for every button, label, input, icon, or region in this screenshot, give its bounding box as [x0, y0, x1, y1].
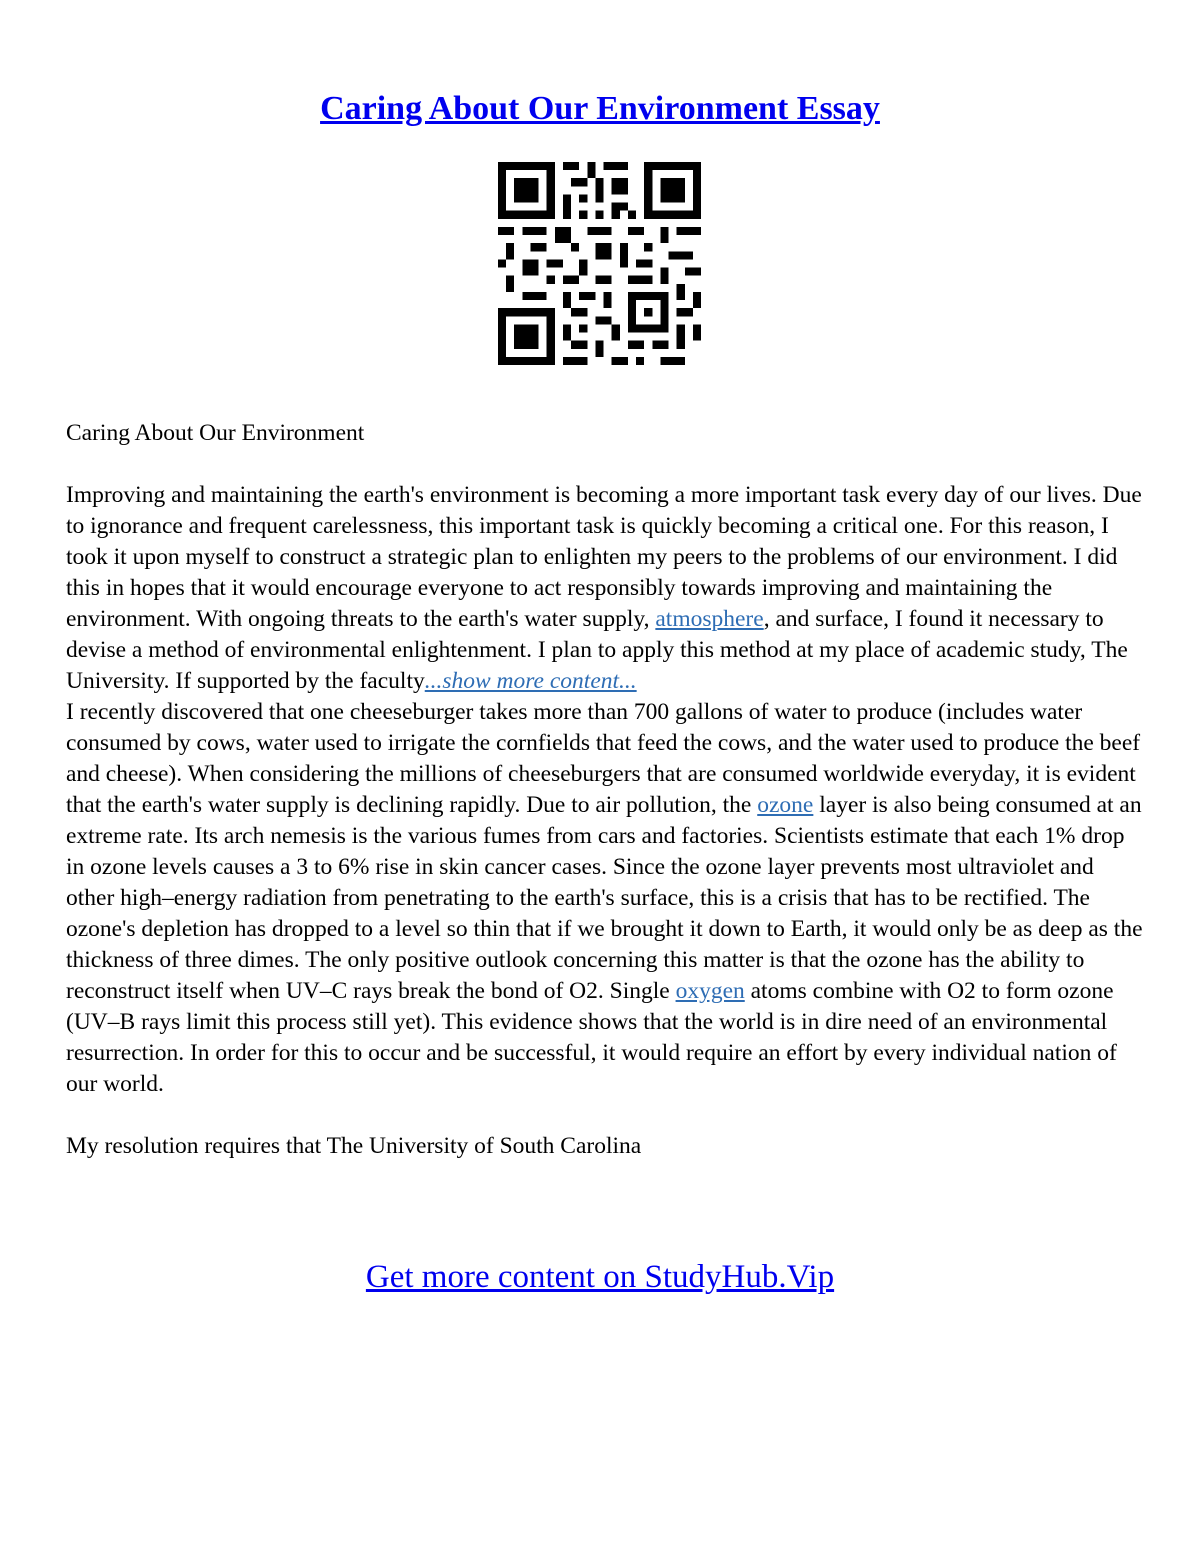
atmosphere-link[interactable]: atmosphere — [655, 606, 764, 632]
page-title — [0, 87, 1200, 131]
paragraph-2-text-b: layer is also being consumed at an extreme rate. Its arch nemesis is the various fumes from cars and factories. Scientists estimate that each 1% drop in ozone levels causes a 3 to 6% rise in skin cancer cases. Since the ozone layer prevents most ultraviolet and other high–energy radiation from penetrating to the earth's surface, this is a crisis that has to be rectified. The ozone's depletion has dropped to a level so thin that if we brought it down to Earth, it would only be as deep as the thickness of three dimes. The only positive outlook concerning this matter is that the ozone has the ability to reconstruct itself when UV–C rays break the bond of O2. Single — [66, 792, 1143, 1004]
oxygen-link[interactable]: oxygen — [675, 978, 745, 1004]
get-more-content-link[interactable]: Get more content on StudyHub.Vip — [365, 1259, 835, 1295]
paragraph-2-text-a: I recently discovered that one cheeseburger takes more than 700 gallons of water to produce (includes water consumed by cows, water used to irrigate the cornfields that feed the cows, and the water used to produce the beef and cheese). When considering the millions of cheeseburgers that are consumed worldwide everyday, it is evident that the earth's water supply is declining rapidly. Due to air pollution, the — [66, 699, 1141, 818]
paragraph-3: My resolution requires that The University of South Carolina — [66, 1133, 642, 1159]
footer — [0, 1257, 1200, 1297]
paragraph-1-text-b: , and surface, I found it necessary to devise a method of environmental enlightenment. I plan to apply this method at my place of academic study, The University. If supported by the faculty — [66, 606, 1128, 694]
paragraph-1-text-a: Improving and maintaining the earth's environment is becoming a more important task every day of our lives. Due to ignorance and frequent carelessness, this important task is quickly becoming a critical one. For this reason, I took it upon myself to construct a strategic plan to enlighten my peers to the problems of our environment. I did this in hopes that it would encourage everyone to act responsibly towards improving and maintaining the environment. With ongoing threats to the earth's water supply, — [66, 482, 1142, 632]
paragraph-1 — [66, 480, 1146, 697]
paragraph-2-text-c: atoms combine with O2 to form ozone (UV–B rays limit this process still yet). This evidence shows that the world is in dire need of an environmental resurrection. In order for this to occur and be successful, it would require an effort by every individual nation of our world. — [66, 978, 1117, 1097]
ozone-link[interactable]: ozone — [757, 792, 814, 818]
essay-heading: Caring About Our Environment — [66, 420, 365, 446]
title-link[interactable]: Caring About Our Environment Essay — [320, 89, 880, 127]
essay-body — [66, 418, 1146, 1162]
qr-code-icon — [498, 162, 701, 365]
qr-code — [498, 162, 701, 365]
show-more-content-link[interactable]: ...show more content... — [424, 668, 637, 694]
paragraph-2 — [66, 697, 1146, 1100]
